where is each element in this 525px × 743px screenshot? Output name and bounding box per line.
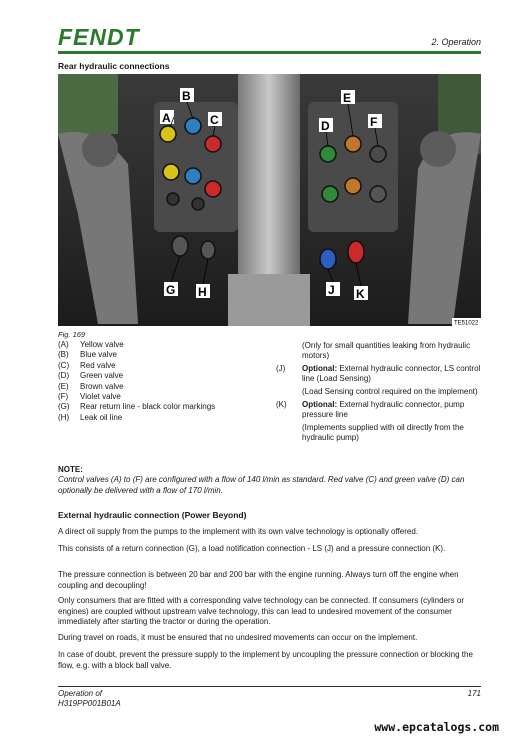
page-title: Rear hydraulic connections xyxy=(58,61,170,71)
legend-list-left xyxy=(58,340,268,423)
footer-title: Operation of xyxy=(58,689,103,698)
callout-a: A xyxy=(162,111,171,125)
figure-caption: Fig. 169 xyxy=(58,330,86,339)
footer-left xyxy=(58,689,121,709)
paragraph: This consists of a return connection (G), a load notification connection - LS (J) and a pressure connection (K). xyxy=(58,544,446,553)
callout-c: C xyxy=(210,113,219,127)
h-note: (Only for small quantities leaking from hydraulic motors) xyxy=(302,341,471,360)
logo-text: FENDT xyxy=(58,26,140,48)
section-label: 2. Operation xyxy=(431,37,481,47)
callout-k: K xyxy=(356,287,365,301)
footer-code: H319PP001B01A xyxy=(58,699,121,708)
hydraulic-connections-photo xyxy=(58,74,481,326)
photo-code: TE51022 xyxy=(454,320,479,326)
callout-h: H xyxy=(198,285,207,299)
fendt-logo xyxy=(58,26,154,48)
callout-e: E xyxy=(343,91,352,105)
note-heading: NOTE: xyxy=(58,465,83,474)
callout-d: D xyxy=(321,119,330,133)
k-note: (Implements supplied with oil directly from the hydraulic pump) xyxy=(302,423,464,442)
legend-list-right xyxy=(276,341,481,446)
callout-b: B xyxy=(182,89,191,103)
footer-divider xyxy=(58,686,481,687)
list-item: (A) Yellow valve xyxy=(58,340,124,349)
page-number: 171 xyxy=(467,689,481,698)
j-note: (Load Sensing control required on the implement) xyxy=(302,387,478,396)
list-item-j: (J) Optional: External hydraulic connector, LS control line (Load Sensing) xyxy=(276,364,481,383)
header-divider xyxy=(58,51,481,54)
note-text: Control valves (A) to (F) are configured with a flow of 140 l/min as standard. Red valve (C) and green valve (D) can optionally be delivered with a flow of 170 l/min. xyxy=(58,475,465,495)
paragraph: Only consumers that are fitted with a corresponding valve technology can be connected. If consumers (cylinders or engines) are coupled without upstream valve technology, this can lead to undesired movement of the consumer immediately after starting the tractor or during the operation. xyxy=(58,596,464,626)
list-item: (H) Leak oil line xyxy=(58,412,123,422)
list-item-k: (K) Optional: External hydraulic connector, pump pressure line xyxy=(276,400,465,419)
paragraph: In case of doubt, prevent the pressure supply to the implement by uncoupling the pressure connection or blocking the flow, e.g. with a block ball valve. xyxy=(58,650,473,670)
callout-f: F xyxy=(370,115,378,129)
paragraph: A direct oil supply from the pumps to the implement with its own valve technology is optionally offered. xyxy=(58,527,419,536)
list-item: (B) Blue valve xyxy=(58,350,117,360)
paragraph: The pressure connection is between 20 bar and 200 bar with the engine running. Always turn off the engine when coupling and decoupling! xyxy=(58,570,459,590)
list-item: (D) Green valve xyxy=(58,371,124,381)
watermark: www.epcatalogs.com xyxy=(374,720,499,734)
section-subheading: External hydraulic connection (Power Beyond) xyxy=(58,510,247,520)
list-item: (E) Brown valve xyxy=(58,381,124,391)
list-item: (F) Violet valve xyxy=(58,392,121,402)
list-item: (G) Rear return line - black color markings xyxy=(58,402,216,412)
callout-g: G xyxy=(166,283,176,297)
paragraph: During travel on roads, it must be ensured that no undesired movements can occur on the implement. xyxy=(58,633,418,642)
list-item: (C) Red valve xyxy=(58,360,116,370)
callout-j: J xyxy=(328,283,335,297)
